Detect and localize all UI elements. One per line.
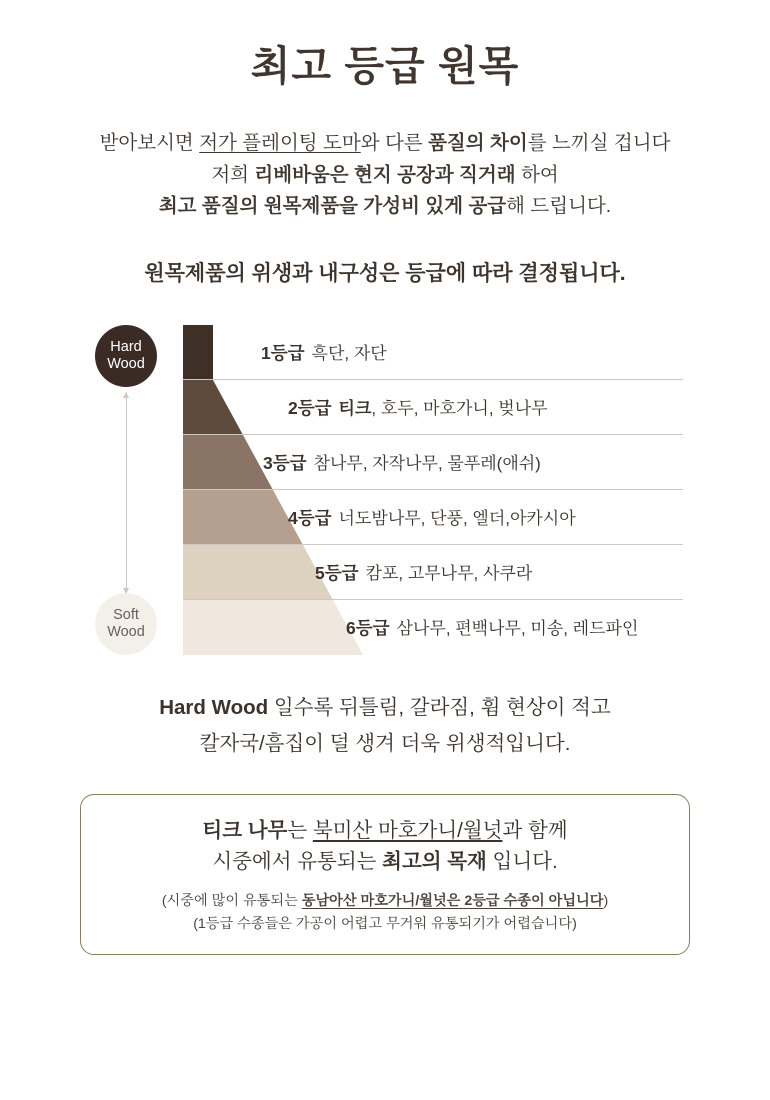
chart-inner	[35, 317, 735, 662]
intro-paragraph	[0, 128, 770, 223]
callout-note-2: (1등급 수종들은 가공이 어렵고 무거워 유통되기가 어렵습니다)	[193, 915, 577, 932]
grade-species-6: 삼나무, 편백나무, 미송, 레드파인	[396, 619, 639, 639]
callout-notes	[97, 890, 673, 935]
grade-species-3: 참나무, 자작나무, 물푸레(애쉬)	[313, 453, 541, 473]
intro-line-1	[0, 128, 770, 160]
teak-callout-box	[80, 794, 690, 955]
grade-number-2: 2등급	[288, 397, 332, 418]
callout-line1-underline: 북미산 마호가니/월넛	[312, 818, 503, 842]
grade-row-5	[183, 545, 683, 600]
page-title: 최고 등급 원목	[250, 43, 520, 89]
callout-line-1	[97, 815, 673, 847]
grade-number-4: 4등급	[288, 507, 332, 528]
callout-line1-strong: 티크 나무	[202, 818, 288, 842]
callout-note-1	[97, 890, 673, 913]
note1-part-b: )	[603, 893, 609, 910]
intro-line3-strong: 최고 품질의 원목제품을 가성비 있게 공급	[158, 195, 507, 218]
callout-line-2	[97, 846, 673, 878]
grade-row-4	[183, 490, 683, 545]
soft-wood-line2: Wood	[107, 623, 145, 640]
callout-line1-mid: 는	[287, 818, 313, 842]
wood-grade-chart	[35, 317, 735, 662]
grade-label-1	[261, 339, 387, 365]
midtext-line-2: 칼자국/흠집이 덜 생겨 더욱 위생적입니다.	[199, 731, 571, 755]
grade-species-4: 너도밤나무, 단풍, 엘더,아카시아	[338, 508, 576, 528]
grade-label-6	[346, 614, 638, 640]
grade-number-3: 3등급	[263, 452, 307, 473]
grade-number-5: 5등급	[315, 562, 359, 583]
note1-strong: 동남아산 마호가니/월넛은 2등급 수종이 아닙니다	[301, 893, 604, 910]
callout-line2-strong: 최고의 목재	[382, 850, 487, 874]
intro-line-3	[0, 191, 770, 223]
intro-line2-part-a: 저희	[211, 163, 255, 186]
intro-line1-part-b: 와 다른	[360, 132, 429, 155]
grade-row-2	[183, 380, 683, 435]
intro-line2-strong: 리베바움은 현지 공장과 직거래	[254, 163, 516, 186]
grade-species-1: 흑단, 자단	[311, 343, 387, 363]
grade-species-2-rest: , 호두, 마호가니, 벚나무	[371, 398, 548, 418]
grade-species-2-highlight: 티크	[338, 398, 372, 418]
intro-line1-part-c: 를 느끼실 겁니다	[527, 132, 671, 155]
midtext-line1-strong: Hard Wood	[159, 695, 269, 719]
hard-wood-line2: Wood	[107, 355, 145, 372]
callout-line2-part-b: 입니다.	[486, 850, 558, 874]
intro-line1-underline: 저가 플레이팅 도마	[199, 132, 361, 155]
midtext-line1-rest: 일수록 뒤틀림, 갈라짐, 휨 현상이 적고	[268, 695, 611, 719]
intro-line1-part-a: 받아보시면	[99, 132, 200, 155]
section-subheading: 원목제품의 위생과 내구성은 등급에 따라 결정됩니다.	[144, 261, 626, 285]
grade-label-5	[315, 559, 532, 585]
callout-main-text	[97, 815, 673, 879]
axis-label-hard-wood	[95, 325, 157, 387]
chart-axis	[83, 325, 169, 655]
grade-species-5: 캄포, 고무나무, 사쿠라	[365, 563, 533, 583]
grade-number-1: 1등급	[261, 342, 305, 363]
intro-line-2	[0, 160, 770, 192]
note1-part-a: (시중에 많이 유통되는	[161, 893, 302, 910]
grade-row-1	[183, 325, 683, 380]
callout-line1-rest: 과 함께	[502, 818, 568, 842]
grade-row-3	[183, 435, 683, 490]
grade-label-3	[263, 449, 541, 475]
intro-line2-part-b: 하여	[515, 163, 559, 186]
axis-label-soft-wood	[95, 593, 157, 655]
intro-line3-part-b: 해 드립니다.	[506, 195, 612, 218]
callout-line2-part-a: 시중에서 유통되는	[212, 850, 383, 874]
hard-wood-line1: Hard	[110, 339, 142, 356]
grade-row-6	[183, 600, 683, 655]
grade-rows	[183, 325, 683, 655]
grade-label-4	[288, 504, 576, 530]
grade-label-2	[288, 394, 548, 420]
hardwood-benefit-text	[0, 690, 770, 762]
grade-number-6: 6등급	[346, 618, 390, 639]
midtext-line-1	[0, 690, 770, 726]
axis-arrow-icon	[126, 397, 127, 589]
intro-line1-strong: 품질의 차이	[428, 132, 528, 155]
soft-wood-line1: Soft	[113, 607, 139, 624]
